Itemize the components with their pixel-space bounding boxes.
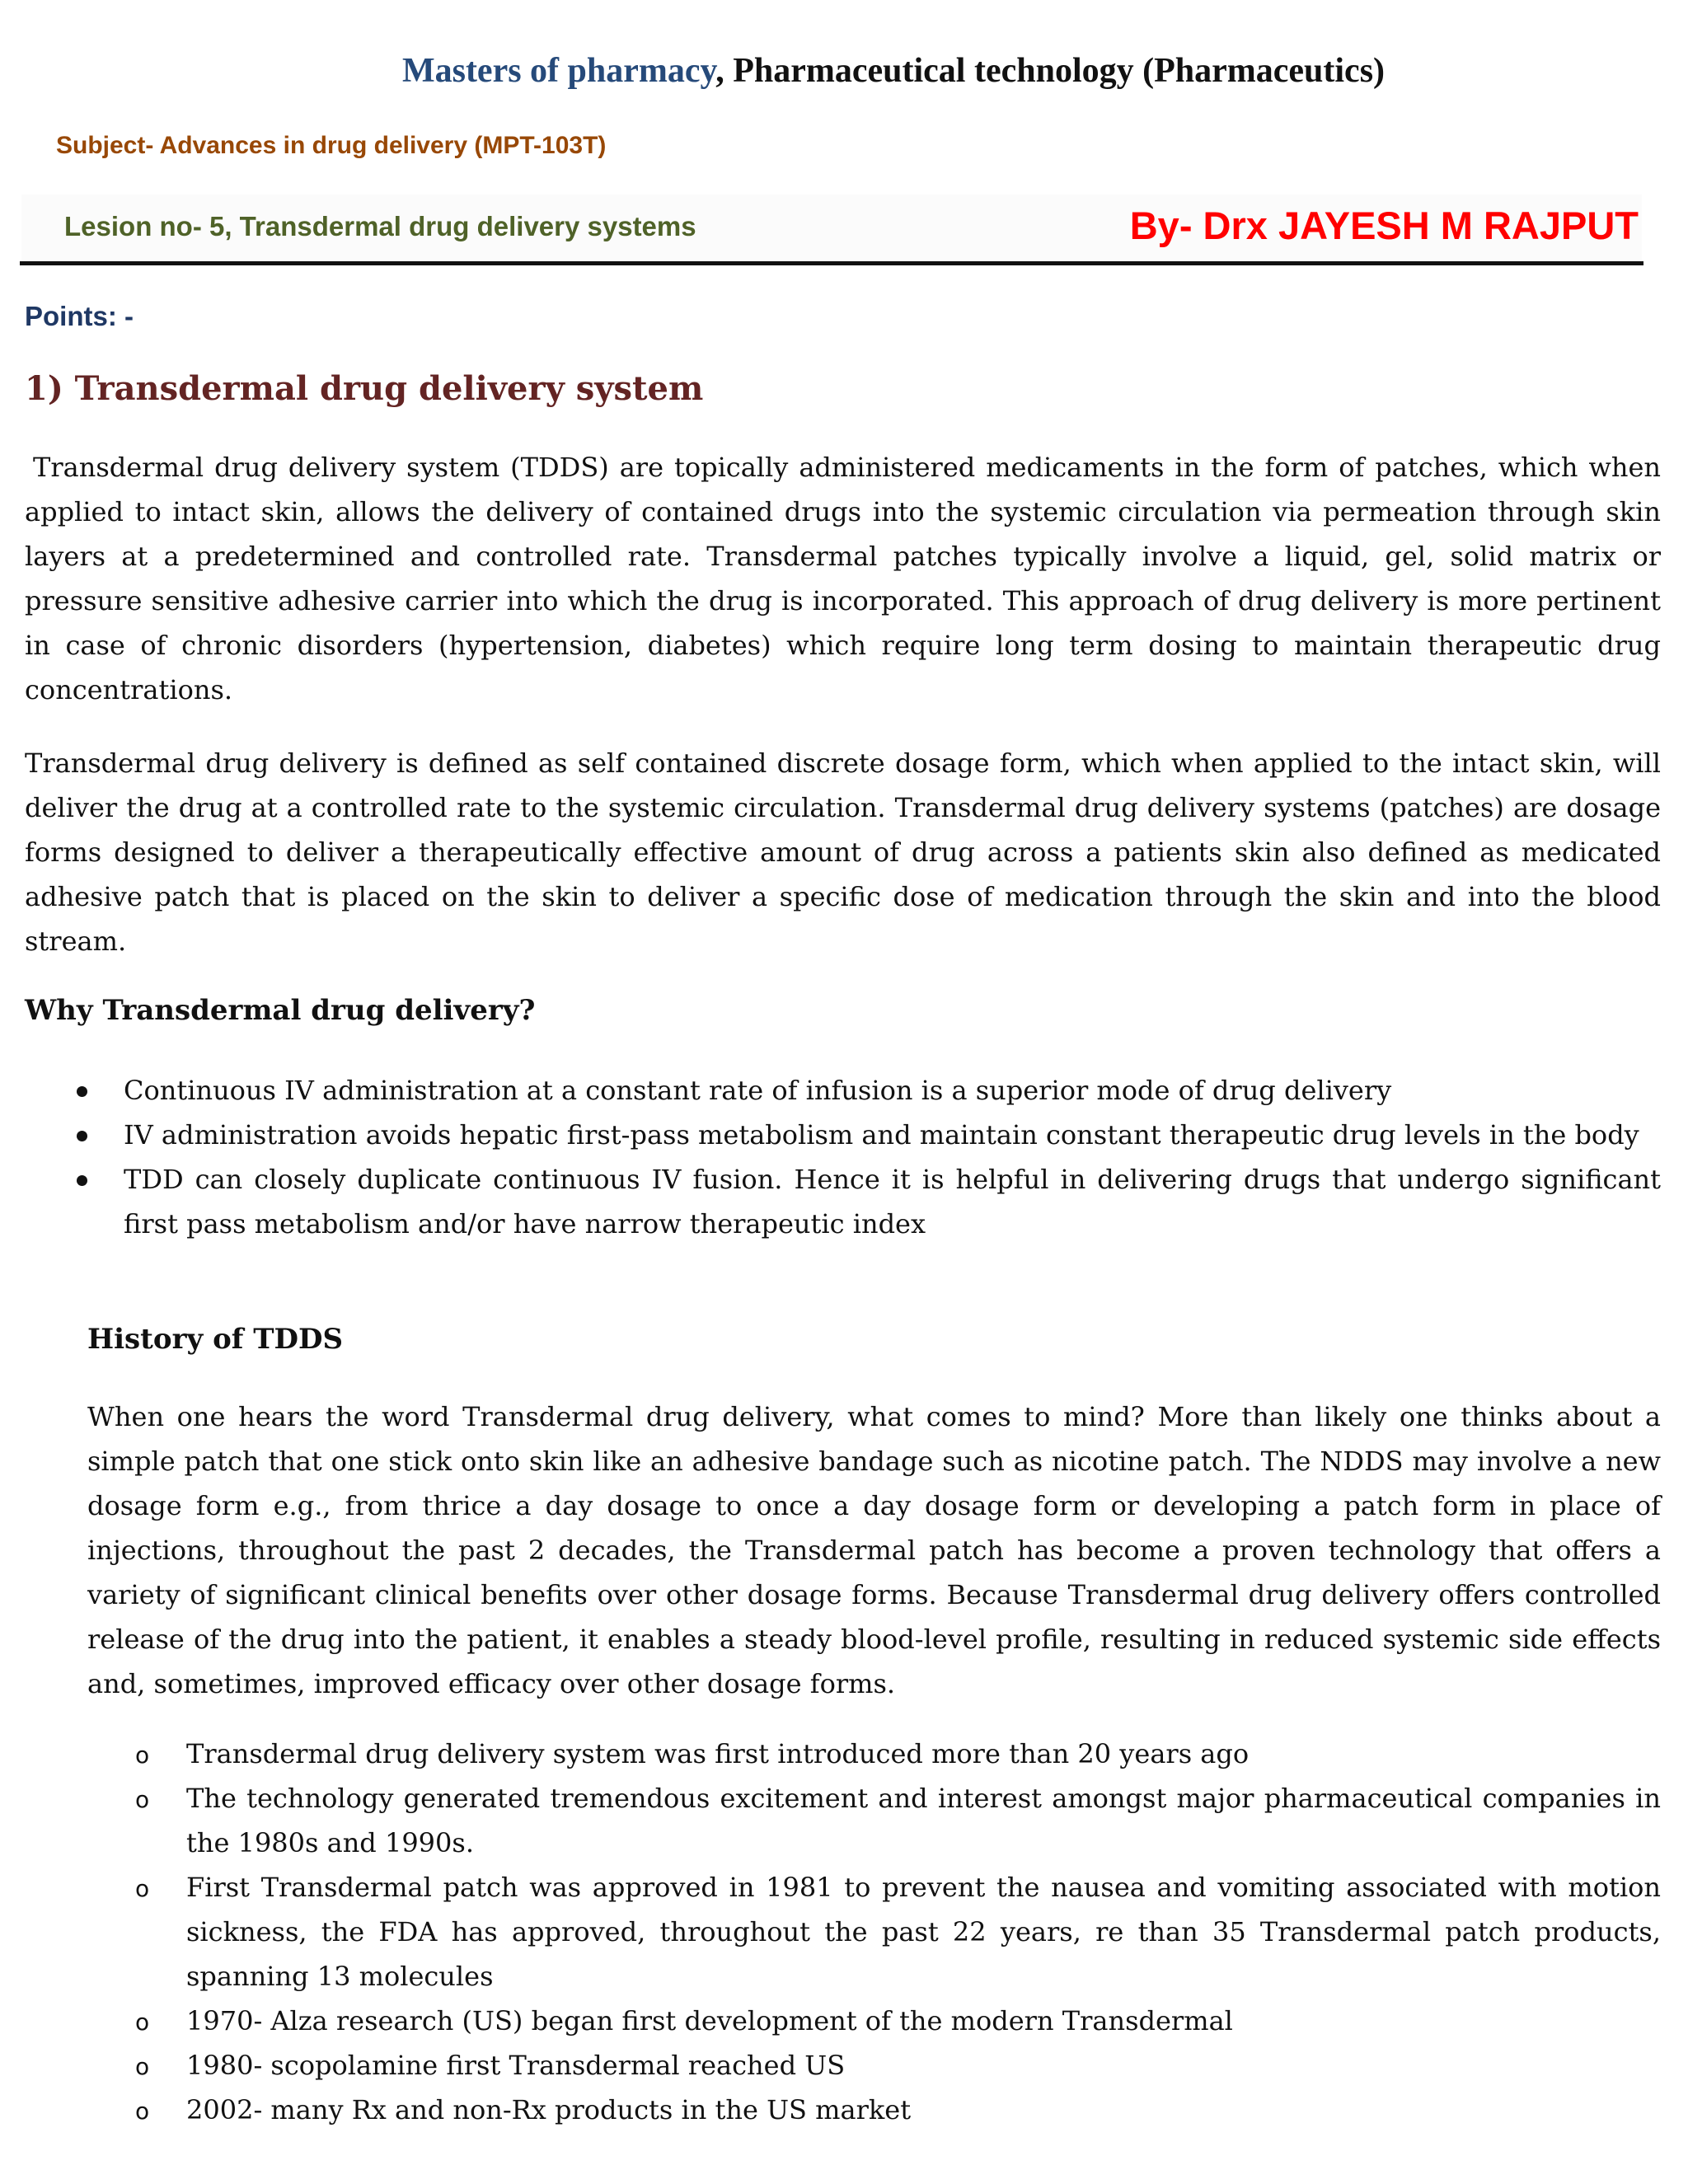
why-heading: Why Transdermal drug delivery? bbox=[25, 994, 536, 1027]
list-item-text: First Transdermal patch was approved in 1981 to prevent the nausea and vomiting associated with motion sickness, the FDA has approved, throughout the past 22 years, re than 35 Transdermal patch products, spanning 13 molecules bbox=[186, 1872, 1661, 1992]
list-item bbox=[0, 2043, 1688, 2088]
paragraph-definition-2: Transdermal drug delivery is defined as self contained discrete dosage form, which when applied to the intact skin, will deliver the drug at a controlled rate to the systemic circulation. Transdermal drug delivery systems (patches) are dosage forms designed to deliver a therapeutically effective amount of drug across a patients skin also defined as medicated adhesive patch that is placed on the skin to deliver a specific dose of medication through the skin and into the blood stream. bbox=[25, 748, 1661, 957]
list-item bbox=[0, 1113, 1688, 1157]
paragraph-text: Transdermal drug delivery system (TDDS) are topically administered medicaments in the form of patches, which when applied to intact skin, allows the delivery of contained drugs into the systemic circulation via permeation through skin layers at a predetermined and controlled rate. Transdermal patches typically involve a liquid, gel, solid matrix or pressure sensitive adhesive carrier into which the drug is incorporated. This approach of drug delivery is more pertinent in case of chronic disorders (hypertension, diabetes) which require long term dosing to maintain therapeutic drug concentrations. bbox=[25, 452, 1661, 705]
points-label: Points: - bbox=[25, 301, 134, 331]
document-title bbox=[0, 51, 1688, 91]
title-specialization: , Pharmaceutical technology (Pharmaceutics) bbox=[715, 52, 1386, 90]
header-divider bbox=[20, 261, 1643, 265]
circle-bullet-icon: o bbox=[135, 1741, 150, 1769]
title-program: Masters of pharmacy bbox=[401, 52, 716, 90]
history-list bbox=[0, 1732, 1688, 2132]
list-item-text: 1980- scopolamine first Transdermal reached US bbox=[186, 2050, 846, 2081]
history-heading: History of TDDS bbox=[87, 1323, 344, 1356]
paragraph-definition bbox=[25, 445, 1661, 712]
bullet-icon bbox=[77, 1131, 87, 1141]
subject-line: Subject- Advances in drug delivery (MPT-103T) bbox=[56, 132, 607, 159]
bullet-icon bbox=[77, 1086, 87, 1097]
list-item-text: 1970- Alza research (US) began first development of the modern Transdermal bbox=[186, 2005, 1233, 2036]
list-item bbox=[0, 1732, 1688, 1776]
list-item-text: Continuous IV administration at a constant rate of infusion is a superior mode of drug delivery bbox=[124, 1075, 1392, 1106]
list-item-text: Transdermal drug delivery system was first introduced more than 20 years ago bbox=[186, 1738, 1250, 1769]
list-item-text: TDD can closely duplicate continuous IV fusion. Hence it is helpful in delivering drugs that undergo significant first pass metabolism and/or have narrow therapeutic index bbox=[124, 1164, 1661, 1240]
circle-bullet-icon: o bbox=[135, 1786, 150, 1813]
list-item bbox=[0, 1776, 1688, 1865]
circle-bullet-icon: o bbox=[135, 2097, 150, 2125]
circle-bullet-icon: o bbox=[135, 2008, 150, 2036]
why-bullet-list bbox=[0, 1068, 1688, 1246]
list-item bbox=[0, 1999, 1688, 2043]
list-item-text: IV administration avoids hepatic first-pass metabolism and maintain constant therapeutic drug levels in the body bbox=[124, 1119, 1639, 1151]
list-item bbox=[0, 1068, 1688, 1113]
list-item-text: 2002- many Rx and non-Rx products in the US market bbox=[186, 2094, 912, 2125]
list-item-text: The technology generated tremendous excitement and interest amongst major pharmaceutical companies in the 1980s and 1990s. bbox=[186, 1783, 1661, 1858]
author-line: By- Drx JAYESH M RAJPUT bbox=[1129, 204, 1639, 247]
list-item bbox=[0, 2088, 1688, 2132]
list-item bbox=[0, 1157, 1688, 1246]
section-heading: 1) Transdermal drug delivery system bbox=[25, 369, 704, 408]
history-paragraph: When one hears the word Transdermal drug delivery, what comes to mind? More than likely one thinks about a simple patch that one stick onto skin like an adhesive bandage such as nicotine patch. The NDDS may involve a new dosage form e.g., from thrice a day dosage to once a day dosage form or developing a patch form in place of injections, throughout the past 2 decades, the Transdermal patch has become a proven technology that offers a variety of significant clinical benefits over other dosage forms. Because Transdermal drug delivery offers controlled release of the drug into the patient, it enables a steady blood-level profile, resulting in reduced systemic side effects and, sometimes, improved efficacy over other dosage forms. bbox=[87, 1401, 1661, 1699]
list-item bbox=[0, 1865, 1688, 1999]
bullet-icon bbox=[77, 1175, 87, 1186]
lesion-line: Lesion no- 5, Transdermal drug delivery systems bbox=[64, 211, 696, 241]
circle-bullet-icon: o bbox=[135, 2053, 150, 2080]
circle-bullet-icon: o bbox=[135, 1875, 150, 1902]
